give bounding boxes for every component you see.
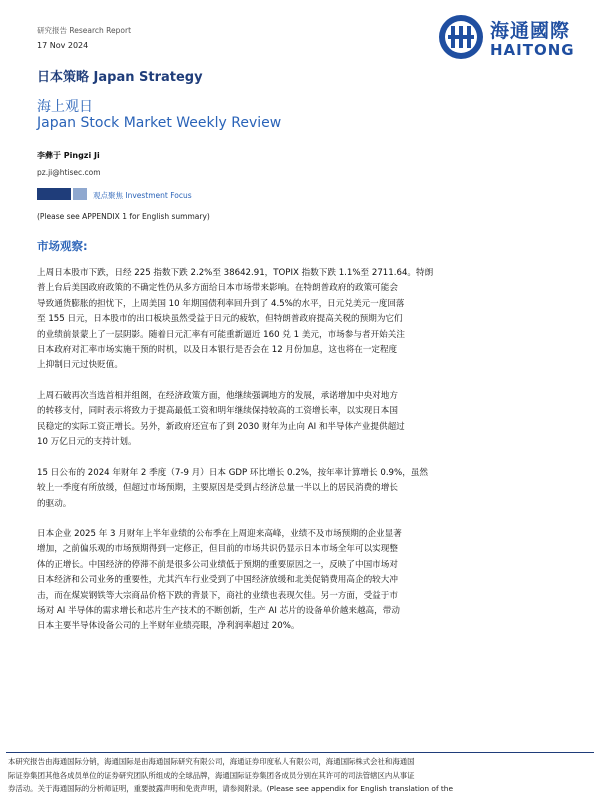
paragraph-line: 日本政府对汇率市场实施干预的时机，以及日本银行是否会在 12 月份加息，这也将在一定程度 [37,345,398,356]
paragraph-line: 日本经济和公司业务的重要性，尤其汽车行业受到了中国经济放缓和北美促销费用高企的较大冲 [37,575,398,586]
investment-focus-label: 观点聚焦 Investment Focus [93,191,192,200]
paragraph-line: 击，而在煤炭钢铁等大宗商品价格下跌的背景下，商社的业绩也表现欠佳。另一方面，受益于市 [37,590,398,601]
paragraph-line: 15 日公布的 2024 年财年 2 季度（7-9 月）日本 GDP 环比增长 0.2%，按年率计算增长 0.9%，虽然 [37,468,428,478]
paragraph-line: 10 万亿日元的支持计划。 [37,437,137,448]
disclaimer-line: 际证券集团其他各成员单位的证券研究团队所组成的全球品牌，海通国际证券集团各成员分别在其许可的司法管辖区内从事证 [8,770,415,780]
paragraph-line: 体的正增长。中国经济的停滞不前是很多公司业绩低于预期的重要原因之一，反映了中国市场对 [37,559,398,570]
paragraph-policy [37,389,563,451]
report-type: 研究报告 Research Report [37,26,132,35]
paragraph-line: 场对 AI 半导体的需求增长和芯片生产技术的不断创新，生产 AI 芯片的设备单价越来越高，带动 [37,606,400,617]
footer-divider [6,752,594,753]
strategy-label: 日本策略 Japan Strategy [37,70,203,85]
report-date: 17 Nov 2024 [37,41,89,50]
paragraph-line: 的转移支付，同时表示将致力于提高最低工资和明年继续保持较高的工资增长率，以实现日本国 [37,406,398,417]
paragraph-line: 的驱动。 [37,498,72,509]
paragraph-line: 上周石破再次当选首相并组阁，在经济政策方面，他继续强调地方的发展，承诺增加中央对地方 [37,391,398,401]
paragraph-line: 上抑制日元过快贬值。 [37,360,123,371]
logo-name-cn: 海通國際 [490,20,571,42]
paragraph-line: 增加，之前偏乐观的市场预期得到一定修正，但目前的市场共识仍显示日本市场全年可以实现整 [37,544,398,555]
report-title-en: Japan Stock Market Weekly Review [37,115,282,131]
paragraph-line: 民稳定的实际工资正增长。另外，新政府还宣布了到 2030 财年为止向 AI 和半导体产业提供超过 [37,421,405,432]
paragraph-gdp [37,466,563,512]
appendix-note: (Please see APPENDIX 1 for English summary) [37,212,210,221]
focus-bar-light [73,188,87,200]
paragraph-line: 普上台后美国政府政策的不确定性仍从多方面给日本市场带来影响。在特朗普政府的政策可能会 [37,283,398,294]
author-name: 李彝于 Pingzi Ji [37,151,100,160]
footer-disclaimer [8,755,594,796]
paragraph-earnings [37,527,563,635]
paragraph-line: 日本主要半导体设备公司的上半财年业绩亮眼，净利润率超过 20%。 [37,621,300,632]
disclaimer-line: 券活动。关于海通国际的分析师证明，重要披露声明和免责声明，请参阅附录。(Please see appendix for English translation of the [8,784,454,793]
focus-bar-dark [37,188,71,200]
logo-name-en: HAITONG [490,41,575,59]
report-title-cn: 海上观日 [37,99,93,115]
section-heading: 市场观察: [37,239,88,253]
paragraph-line: 的业绩前景蒙上了一层阴影。随着日元汇率有可能重新逼近 160 兑 1 美元，市场参与者开始关注 [37,329,405,340]
author-email: pz.ji@htisec.com [37,168,101,177]
paragraph-market-summary [37,266,563,374]
paragraph-line: 上周日本股市下跌，日经 225 指数下跌 2.2%至 38642.91，TOPIX 指数下跌 1.1%至 2711.64。特朗 [37,268,434,278]
paragraph-line: 较上一季度有所放缓，但超过市场预期，主要原因是受到占经济总量一半以上的居民消费的增长 [37,483,398,494]
company-logo [438,12,588,62]
logo-emblem-icon [438,14,484,60]
disclaimer-line: 本研究报告由海通国际分销，海通国际是由海通国际研究有限公司，海通证券印度私人有限公司，海通国际株式会社和海通国 [8,757,415,766]
paragraph-line: 导致通货膨胀的担忧下，上周美国 10 年期国债利率回升到了 4.5%的水平，日元兑美元一度回落 [37,298,405,309]
paragraph-line: 日本企业 2025 年 3 月财年上半年业绩的公布季在上周迎来高峰，业绩不及市场预期的企业显著 [37,529,402,539]
paragraph-line: 至 155 日元，日本股市的出口板块虽然受益于日元的疲软，但特朗普政府提高关税的预期为它们 [37,314,403,325]
